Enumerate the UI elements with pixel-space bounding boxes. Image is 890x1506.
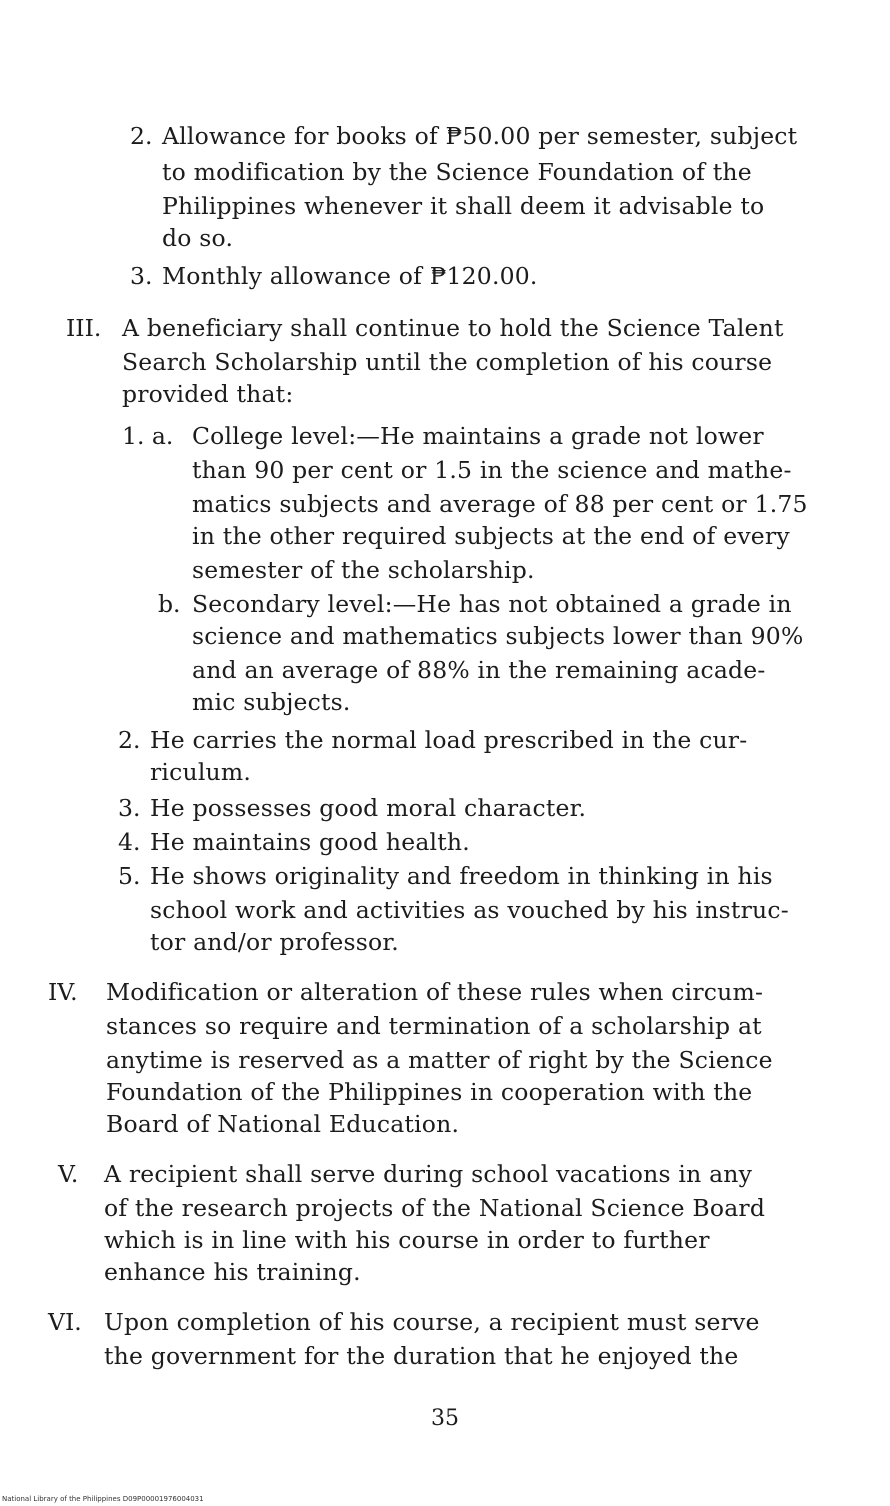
text-line: Secondary level:—He has not obtained a grade in [192,590,792,618]
text-line: of the research projects of the National Science Board [104,1194,766,1222]
text-line: Monthly allowance of ₱120.00. [162,262,538,290]
section-number: V. [58,1160,79,1188]
text-line: He possesses good moral character. [150,794,587,822]
text-line: A beneficiary shall continue to hold the Science Talent [122,314,784,342]
text-line: and an average of 88% in the remaining acade- [192,656,766,684]
text-line: science and mathematics subjects lower than 90% [192,622,804,650]
page-number: 35 [431,1406,459,1431]
item-number: 4. [118,828,141,856]
text-line: school work and activities as vouched by his instruc- [150,896,789,924]
item-number: 2. [130,122,153,150]
text-line: tor and/or professor. [150,928,399,956]
text-line: Modification or alteration of these rules when circum- [106,978,764,1006]
section-number: VI. [48,1308,82,1336]
text-line: matics subjects and average of 88 per cent or 1.75 [192,490,808,518]
text-line: Search Scholarship until the completion of his course [122,348,773,376]
text-line: anytime is reserved as a matter of right by the Science [106,1046,773,1074]
text-line: Allowance for books of ₱50.00 per semester, subject [162,122,798,150]
text-line: than 90 per cent or 1.5 in the science and mathe- [192,456,792,484]
text-line: to modification by the Science Foundation of the [162,158,752,186]
text-line: mic subjects. [192,688,351,716]
item-number: 2. [118,726,141,754]
text-line: He shows originality and freedom in thinking in his [150,862,773,890]
text-line: semester of the scholarship. [192,556,535,584]
item-number: 3. [130,262,153,290]
text-line: do so. [162,224,234,252]
text-line: riculum. [150,758,252,786]
text-line: which is in line with his course in order to further [104,1226,710,1254]
text-line: in the other required subjects at the end of every [192,522,790,550]
section-number: III. [66,314,102,342]
text-line: College level:—He maintains a grade not lower [192,422,764,450]
section-number: IV. [48,978,78,1006]
text-line: He carries the normal load prescribed in the cur- [150,726,748,754]
text-line: stances so require and termination of a scholarship at [106,1012,762,1040]
item-number: 1. a. [122,422,174,450]
item-number: 3. [118,794,141,822]
item-number: 5. [118,862,141,890]
text-line: Philippines whenever it shall deem it advisable to [162,192,765,220]
text-line: Board of National Education. [106,1110,460,1138]
text-line: provided that: [122,380,294,408]
text-line: He maintains good health. [150,828,470,856]
text-line: Foundation of the Philippines in cooperation with the [106,1078,753,1106]
text-line: Upon completion of his course, a recipient must serve [104,1308,760,1336]
text-line: A recipient shall serve during school vacations in any [104,1160,753,1188]
text-line: enhance his training. [104,1258,361,1286]
footer-text: National Library of the Philippines D09P00001976004031 [2,1495,204,1503]
item-number: b. [158,590,181,618]
text-line: the government for the duration that he enjoyed the [104,1342,739,1370]
